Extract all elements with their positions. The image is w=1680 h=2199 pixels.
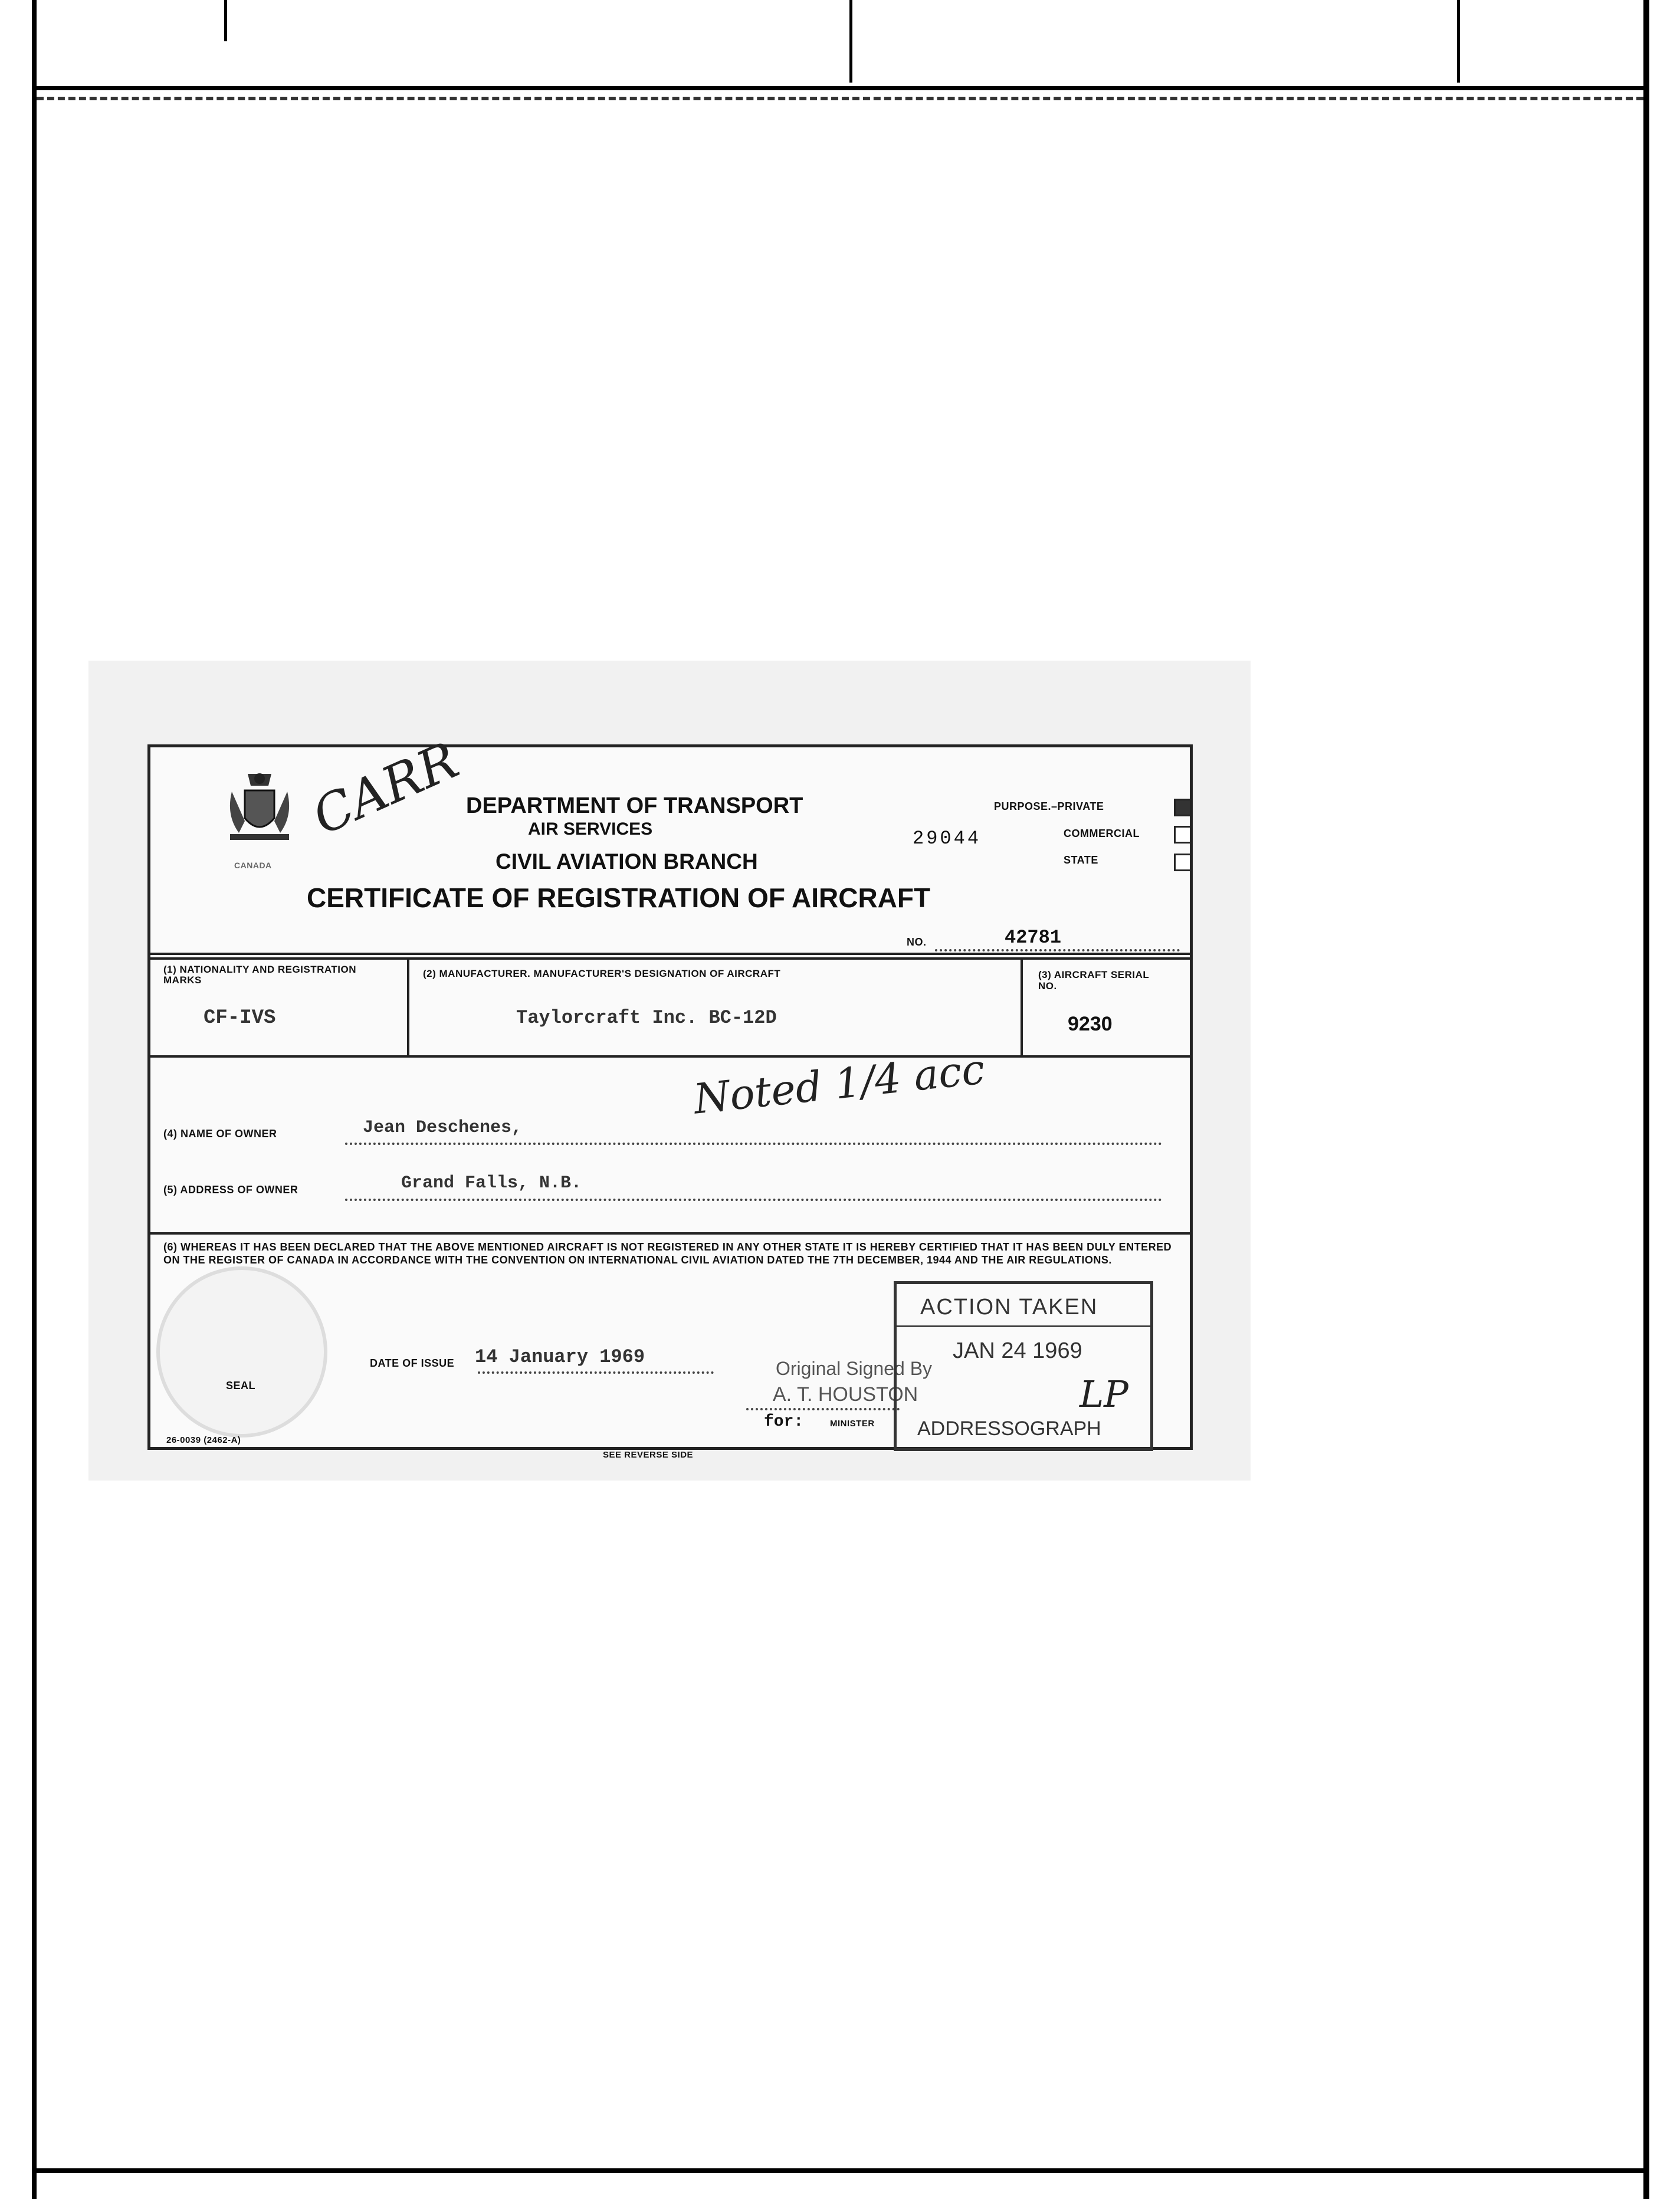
owner-address-line	[345, 1199, 1162, 1201]
nationality-label: (1) NATIONALITY AND REGISTRATION MARKS	[163, 964, 357, 986]
scan-border-right	[1643, 0, 1649, 2199]
cert-no-label: NO.	[907, 936, 927, 948]
owner-address-label: (5) ADDRESS OF OWNER	[163, 1184, 298, 1196]
table-top-rule	[150, 953, 1190, 955]
see-reverse-side: SEE REVERSE SIDE	[603, 1450, 694, 1460]
manufacturer-value: Taylorcraft Inc. BC-12D	[516, 1007, 777, 1029]
stamp-footer: ADDRESSOGRAPH	[917, 1417, 1101, 1440]
form-number: 26-0039 (2462-A)	[166, 1435, 241, 1445]
action-taken-stamp	[894, 1281, 1153, 1451]
certificate-title: CERTIFICATE OF REGISTRATION OF AIRCRAFT	[307, 882, 931, 913]
private-checkbox	[1174, 799, 1192, 816]
scan-border-bottom	[32, 2168, 1649, 2173]
cert-number: 42781	[1005, 927, 1062, 948]
owner-address: Grand Falls, N.B.	[401, 1173, 582, 1193]
column-divider	[1021, 959, 1023, 1056]
coat-of-arms-icon	[221, 768, 298, 856]
stamp-title: ACTION TAKEN	[920, 1295, 1098, 1320]
handwritten-noted: Noted 1/4 acc	[691, 1045, 987, 1124]
state-label: STATE	[1064, 854, 1098, 866]
branch-label: CIVIL AVIATION BRANCH	[496, 849, 758, 874]
signed-by-label: Original Signed By	[776, 1358, 933, 1379]
official-seal	[156, 1266, 327, 1437]
declaration-text: (6) WHEREAS IT HAS BEEN DECLARED THAT THE ABOVE MENTIONED AIRCRAFT IS NOT REGISTERED IN ANY OTHER STATE IT IS HEREBY CERTIFIED THAT IT HAS BEEN DULY ENTERED ON THE REGISTER OF CANADA IN ACCORDANCE WITH THE CONVENTION ON INTERNATIONAL CIVIL AVIATION DATED THE 7TH DECEMBER, 1944 AND THE AIR REGULATIONS.	[163, 1241, 1172, 1266]
seal-label: SEAL	[226, 1380, 256, 1391]
signature-line	[746, 1408, 900, 1410]
owner-name-line	[345, 1143, 1162, 1145]
scan-border-left	[32, 0, 37, 2199]
date-of-issue-label: DATE OF ISSUE	[370, 1357, 455, 1369]
commercial-label: COMMERCIAL	[1064, 828, 1140, 839]
owner-name-label: (4) NAME OF OWNER	[163, 1128, 277, 1140]
cert-no-line	[935, 949, 1180, 951]
manufacturer-label: (2) MANUFACTURER. MANUFACTURER'S DESIGNATION OF AIRCRAFT	[423, 968, 781, 979]
serial-number: 9230	[1068, 1013, 1113, 1035]
top-border-band	[32, 0, 1649, 90]
for-label: for:	[764, 1413, 804, 1431]
date-of-issue-line	[478, 1371, 714, 1374]
minister-label: MINISTER	[830, 1419, 875, 1429]
top-divider	[224, 0, 227, 41]
stamp-initials: LP	[1079, 1373, 1128, 1416]
purpose-private-label: PURPOSE.–PRIVATE	[994, 800, 1104, 812]
date-of-issue: 14 January 1969	[475, 1346, 645, 1368]
serial-label: (3) AIRCRAFT SERIAL NO.	[1038, 969, 1149, 992]
state-checkbox	[1174, 854, 1192, 871]
air-services-label: AIR SERVICES	[528, 819, 653, 839]
table-bottom-rule	[150, 1055, 1190, 1058]
declaration-rule	[150, 1232, 1190, 1235]
registration-marks: CF-IVS	[204, 1007, 276, 1029]
crest-caption: CANADA	[234, 861, 272, 870]
commercial-checkbox	[1174, 826, 1192, 844]
department-title: DEPARTMENT OF TRANSPORT	[466, 793, 803, 818]
top-divider	[1457, 0, 1460, 83]
perforation-line	[37, 97, 1643, 100]
owner-name: Jean Deschenes,	[363, 1118, 523, 1138]
stamp-number: 29044	[913, 828, 982, 849]
signer-name: A. T. HOUSTON	[773, 1383, 918, 1406]
stamp-rule	[897, 1325, 1150, 1327]
registration-certificate	[147, 730, 1193, 1450]
table-top-rule-2	[150, 957, 1190, 960]
top-divider	[849, 0, 852, 83]
column-divider	[407, 959, 409, 1056]
stamp-date: JAN 24 1969	[953, 1338, 1082, 1363]
handwritten-carr: CARR	[304, 730, 467, 847]
